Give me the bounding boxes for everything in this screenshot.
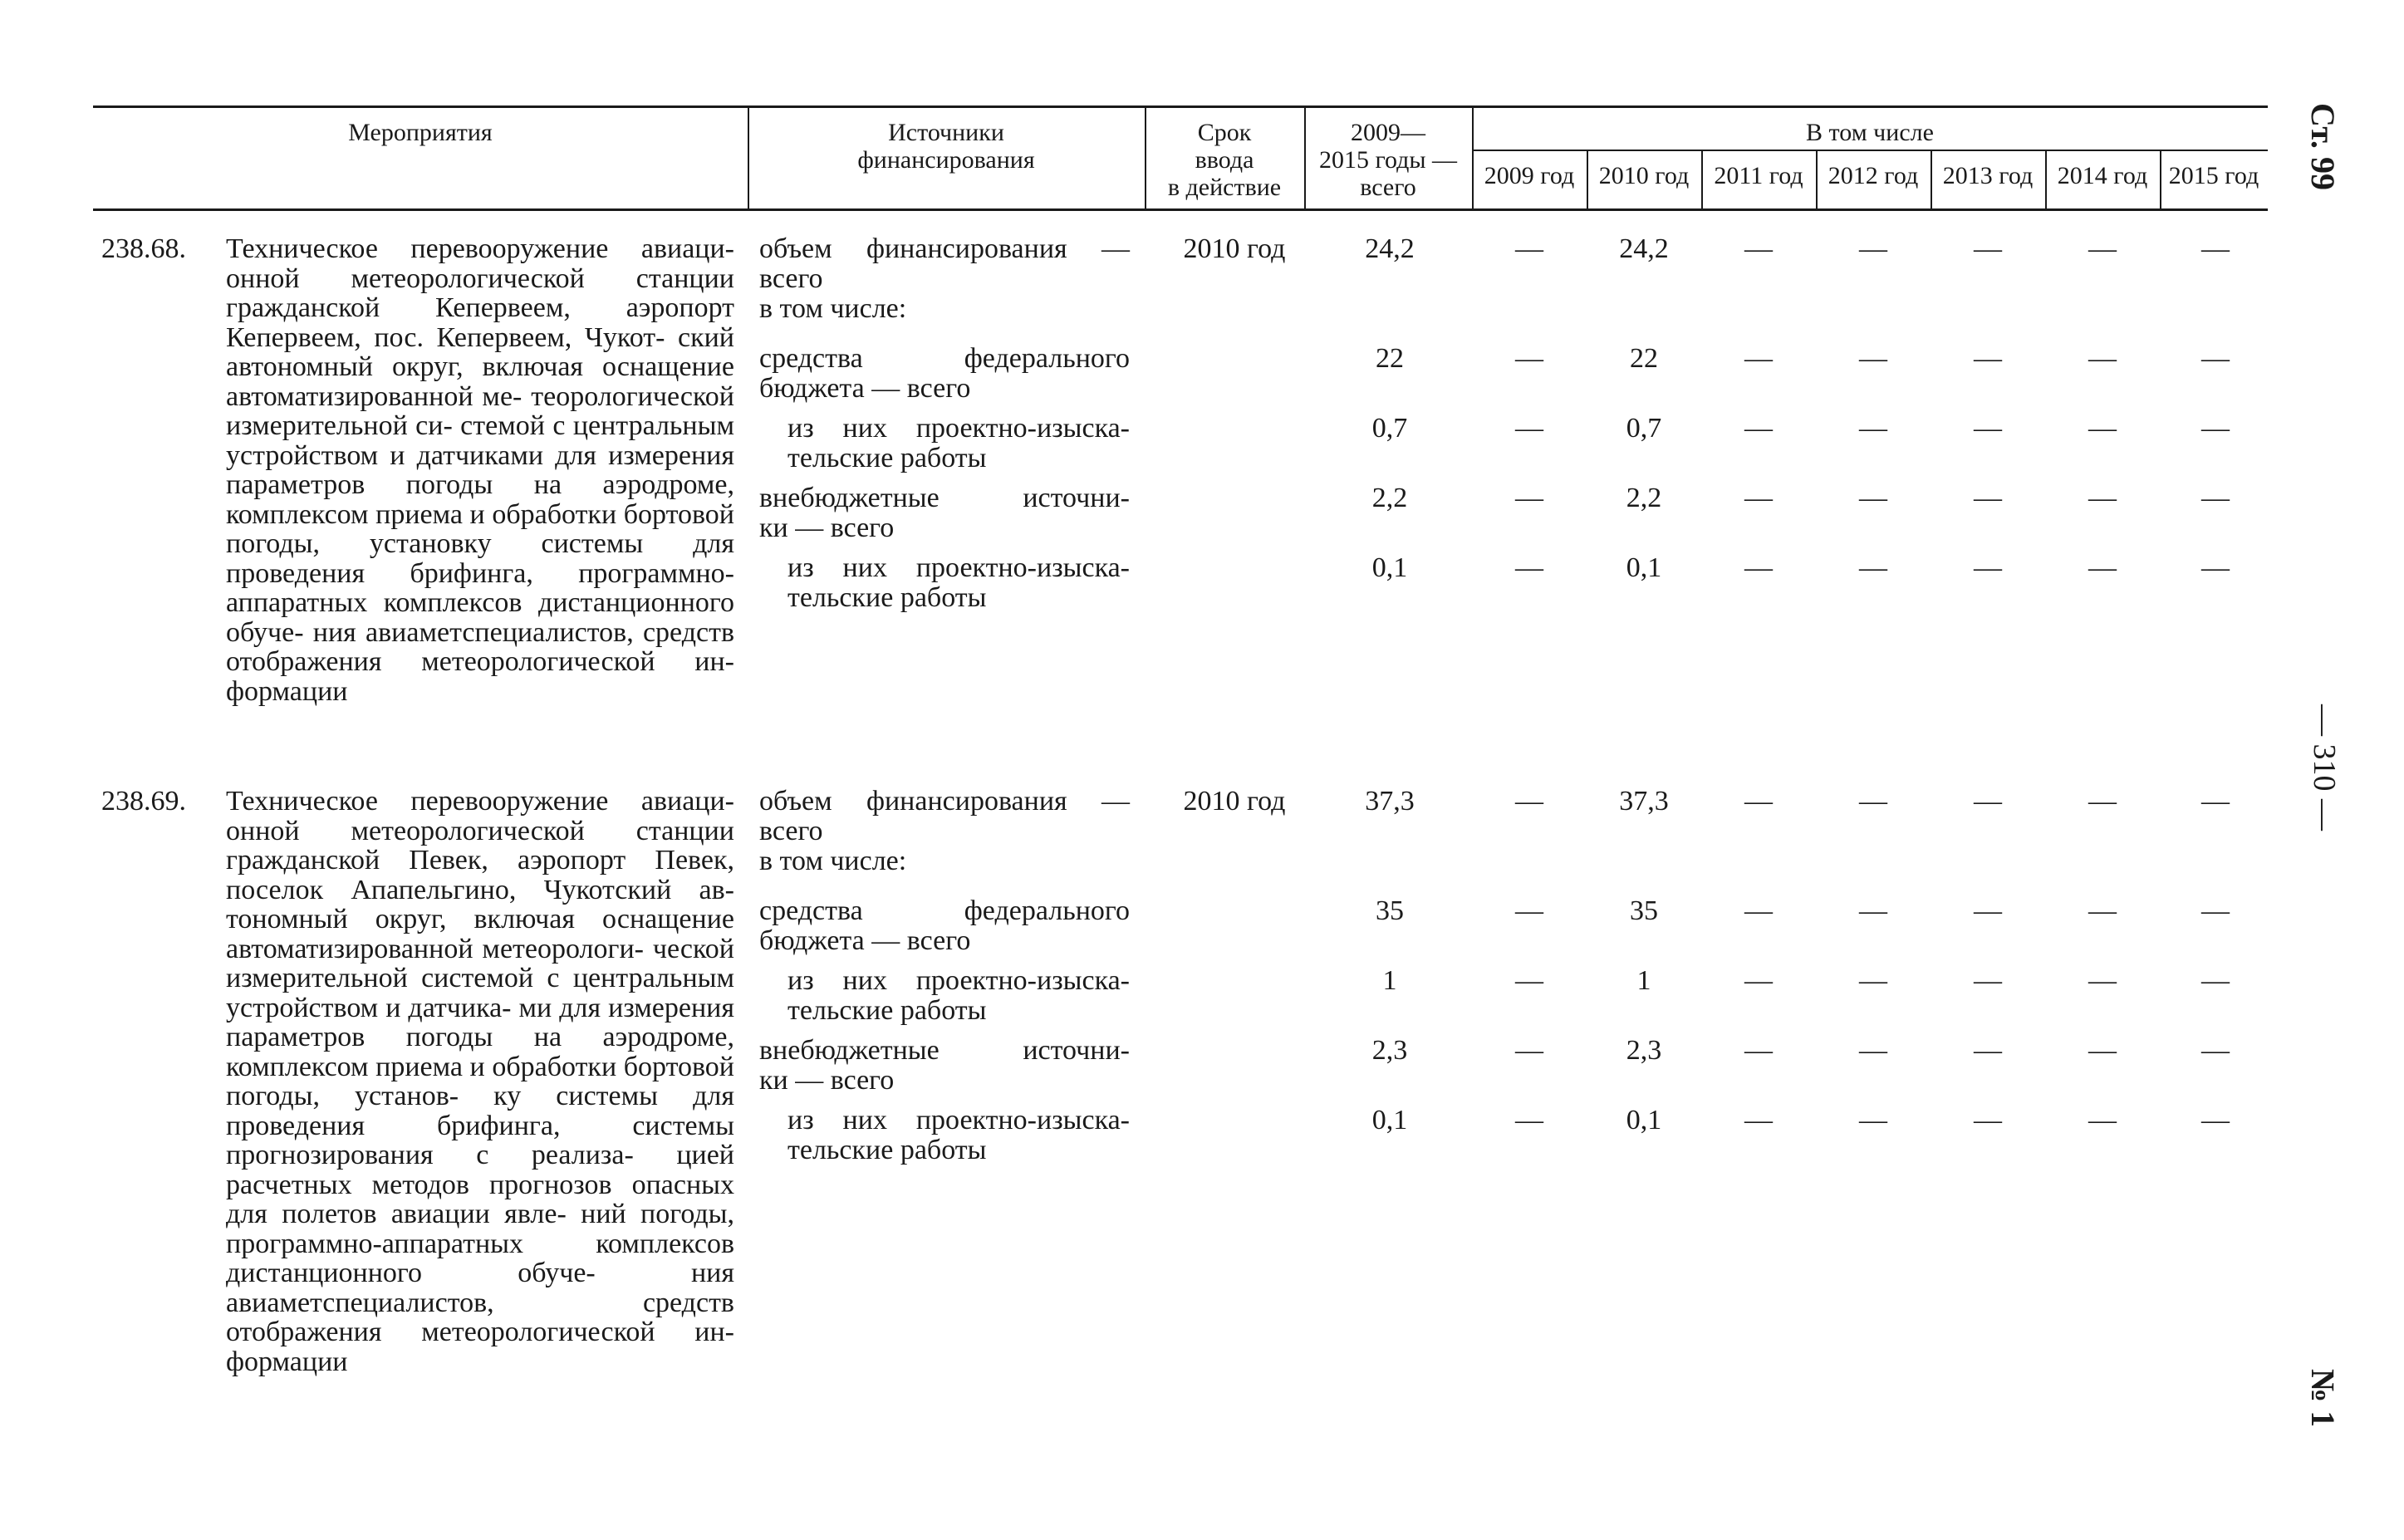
header-including: В том числе [1806, 119, 1934, 146]
year-value: — [1859, 786, 1887, 817]
year-value: — [1515, 895, 1543, 926]
total-value: 0,1 [1371, 552, 1408, 583]
year-value: — [2201, 233, 2230, 264]
header-year: 2012 год [1828, 162, 1919, 189]
header-bottom-rule [93, 208, 2268, 211]
header-year: 2009 год [1484, 162, 1575, 189]
funding-source [759, 294, 1130, 324]
funding-source [759, 483, 1130, 542]
funding-source-line: тельские работы [787, 581, 987, 613]
funding-source-line: бюджета — всего [759, 372, 971, 404]
year-value: — [2201, 483, 2230, 513]
total-value: 1 [1382, 965, 1397, 996]
funding-source-line: из них проектно-изыска- [787, 413, 1130, 444]
year-value: — [2088, 965, 2117, 996]
header-total-line: 2015 годы — [1318, 146, 1458, 174]
year-value: — [1744, 233, 1773, 264]
year-value: — [1974, 343, 2002, 374]
year-value: — [1515, 1035, 1543, 1066]
year-value: — [1744, 965, 1773, 996]
year-value: 0,1 [1626, 552, 1662, 583]
year-value: 24,2 [1619, 233, 1669, 264]
funding-source [759, 787, 1130, 846]
header-total-line: всего [1360, 174, 1416, 201]
year-value: — [1974, 233, 2002, 264]
funding-source-line: тельские работы [787, 442, 987, 473]
year-value: — [1515, 552, 1543, 583]
year-value: — [1515, 786, 1543, 817]
funding-source-line: средства федерального [759, 343, 1130, 374]
total-value: 0,7 [1371, 413, 1408, 444]
funding-source [759, 896, 1130, 955]
header-term-line: ввода [1195, 146, 1254, 174]
funding-source [787, 966, 1130, 1025]
year-value: — [2201, 895, 2230, 926]
year-value: — [1744, 1105, 1773, 1135]
header-sources [748, 119, 1145, 174]
measure-description: Техническое перевооружение авиаци- онной метеорологической станции гражданской Кепервеем, аэропорт Кепервеем, пос. Кепервеем, Чукот- ский автономный округ, включая оснащение автоматизированной ме- теорологической измерительной си- стемой с центральным устройством и датчиками для измерения параметров погоды на аэродроме, комплексом приема и обработки бортовой погоды, установку системы для проведения брифинга, программно-аппаратных комплексов дистанционного обуче- ния авиаметспециалистов, средств отображения метеорологической ин- формации [226, 233, 734, 707]
total-value: 37,3 [1365, 786, 1415, 817]
funding-source [787, 1106, 1130, 1165]
year-value: 2,3 [1626, 1035, 1662, 1066]
funding-source [759, 846, 1130, 876]
year-value: — [2201, 786, 2230, 817]
year-value: — [1974, 413, 2002, 444]
funding-source-line: тельские работы [787, 1134, 987, 1165]
year-value: — [1974, 965, 2002, 996]
year-value: — [2088, 786, 2117, 817]
year-value: — [1515, 1105, 1543, 1135]
page-number: — 310 — [2307, 704, 2342, 831]
year-value: — [2088, 895, 2117, 926]
issue-number: № 1 [2304, 1369, 2342, 1428]
funding-source-line: ки — всего [759, 1064, 895, 1096]
year-value: 0,7 [1626, 413, 1662, 444]
funding-source-line: из них проектно-изыска- [787, 965, 1130, 996]
funding-source-line: тельские работы [787, 994, 987, 1026]
year-value: — [2201, 552, 2230, 583]
year-value: — [2088, 483, 2117, 513]
measure-description: Техническое перевооружение авиаци- онной метеорологической станции гражданской Певек, аэропорт Певек, поселок Апапельгино, Чукотский ав- тономный округ, включая оснащение автоматизированной метеорологи- ческой измерительной системой с центральным устройством и датчика- ми для измерения параметров погоды на аэродроме, комплексом приема и обработки бортовой погоды, установ- ку системы для проведения брифинга, системы прогнозирования с реализа- цией расчетных методов прогнозов опасных для полетов авиации явле- ний погоды, программно-аппаратных комплексов дистанционного обуче- ния авиаметспециалистов, средств отображения метеорологической ин- формации [226, 786, 734, 1377]
header-term [1145, 119, 1304, 201]
header-year: 2013 год [1942, 162, 2034, 189]
year-value: — [1859, 1035, 1887, 1066]
year-value: — [1974, 1035, 2002, 1066]
year-value: 37,3 [1619, 786, 1669, 817]
year-value: — [1859, 895, 1887, 926]
year-value: — [1974, 786, 2002, 817]
year-value: — [1859, 343, 1887, 374]
funding-source-line: из них проектно-изыска- [787, 552, 1130, 583]
year-value: 22 [1630, 343, 1658, 374]
year-value: — [1744, 895, 1773, 926]
year-value: — [1744, 413, 1773, 444]
year-value: — [1974, 1105, 2002, 1135]
funding-source-line: в том числе: [759, 293, 907, 324]
funding-source-line: в том числе: [759, 846, 907, 876]
total-value: 24,2 [1365, 233, 1415, 264]
including-rule [1472, 150, 2268, 151]
total-value: 2,2 [1371, 483, 1408, 513]
year-value: — [2088, 552, 2117, 583]
year-value: — [1859, 483, 1887, 513]
commissioning-term: 2010 год [1183, 233, 1286, 264]
year-value: — [2201, 1105, 2230, 1135]
year-value: — [1515, 233, 1543, 264]
year-value: — [1859, 233, 1887, 264]
year-value: — [2088, 343, 2117, 374]
funding-source-line: внебюджетные источни- [759, 1035, 1130, 1066]
funding-source [787, 414, 1130, 473]
year-value: — [2201, 965, 2230, 996]
funding-source-line: объем финансирования — [759, 233, 1130, 264]
year-value: — [1744, 552, 1773, 583]
year-value: — [2088, 233, 2117, 264]
year-value: — [1859, 552, 1887, 583]
funding-source-line: внебюджетные источни- [759, 483, 1130, 513]
header-total [1304, 119, 1472, 201]
header-year: 2014 год [2057, 162, 2148, 189]
year-value: — [1744, 1035, 1773, 1066]
header-sources-line: финансирования [857, 146, 1035, 174]
year-value: — [2088, 1105, 2117, 1135]
header-term-line: Срок [1197, 119, 1252, 146]
year-value: — [2088, 1035, 2117, 1066]
year-value: — [2201, 1035, 2230, 1066]
year-value: — [1974, 895, 2002, 926]
year-value: — [2201, 343, 2230, 374]
year-value: — [1859, 1105, 1887, 1135]
header-year: 2011 год [1714, 162, 1803, 189]
funding-source [759, 234, 1130, 293]
commissioning-term: 2010 год [1183, 786, 1286, 817]
year-value: — [1515, 483, 1543, 513]
total-value: 22 [1376, 343, 1404, 374]
header-term-line: в действие [1167, 174, 1282, 201]
funding-source-line: средства федерального [759, 895, 1130, 926]
year-value: — [1974, 552, 2002, 583]
year-value: — [1744, 483, 1773, 513]
year-value: — [1744, 343, 1773, 374]
funding-source-line: бюджета — всего [759, 924, 971, 956]
header-year: 2010 год [1598, 162, 1690, 189]
funding-source-line: объем финансирования — [759, 786, 1130, 817]
page-section-label: Ст. 99 [2304, 103, 2342, 190]
funding-source [759, 1036, 1130, 1095]
funding-source [759, 344, 1130, 403]
funding-source-line: всего [759, 815, 823, 846]
funding-source [787, 553, 1130, 612]
year-value: — [2201, 413, 2230, 444]
row-number: 238.68. [101, 233, 186, 264]
year-value: 1 [1636, 965, 1651, 996]
row-number: 238.69. [101, 786, 186, 817]
year-value: 0,1 [1626, 1105, 1662, 1135]
total-value: 0,1 [1371, 1105, 1408, 1135]
header-year: 2015 год [2168, 162, 2259, 189]
year-value: 2,2 [1626, 483, 1662, 513]
header-sources-line: Источники [888, 119, 1004, 146]
header-measures: Мероприятия [348, 119, 493, 146]
year-value: — [1859, 965, 1887, 996]
year-value: — [1744, 786, 1773, 817]
total-value: 35 [1376, 895, 1404, 926]
total-value: 2,3 [1371, 1035, 1408, 1066]
funding-source-line: из них проектно-изыска- [787, 1105, 1130, 1135]
year-value: — [1515, 413, 1543, 444]
funding-source-line: всего [759, 262, 823, 294]
funding-source-line: ки — всего [759, 512, 895, 543]
year-value: — [1515, 965, 1543, 996]
year-value: — [1859, 413, 1887, 444]
year-value: — [1974, 483, 2002, 513]
year-value: — [2088, 413, 2117, 444]
year-value: 35 [1630, 895, 1658, 926]
header-top-rule [93, 105, 2268, 108]
year-value: — [1515, 343, 1543, 374]
header-total-line: 2009— [1351, 119, 1425, 146]
